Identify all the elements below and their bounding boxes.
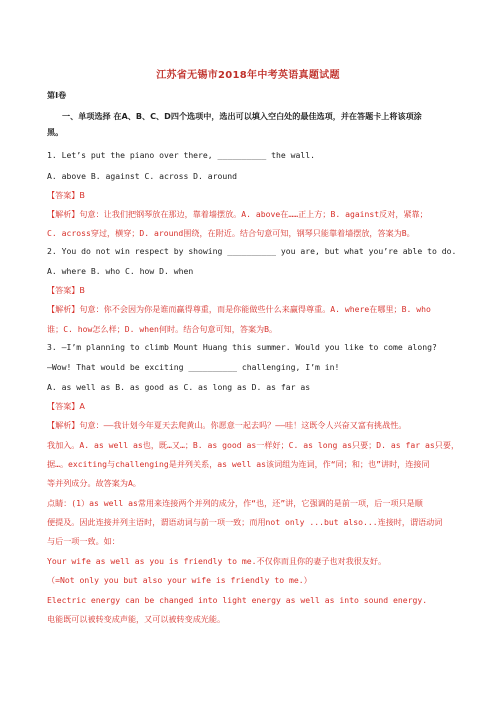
q3-explanation-1: 【解析】句意：——我计划今年夏天去爬黄山。你愿意一起去吗？——哇！这既令人兴奋又富有挑战性。 (47, 420, 407, 430)
q2-explanation-1: 【解析】句意：你不会因为你是谁而赢得尊重，而是你能做些什么来赢得尊重。A. where在哪里；B. who (47, 304, 431, 314)
page-title: 江苏省无锡市2018年中考英语真题试题 (156, 70, 340, 81)
section-label: 第Ⅰ卷 (47, 90, 67, 100)
q1-explanation-2: C. across穿过，横穿；D. around围绕，在附近。结合句意可知，钢琴只能靠着墙摆放，答案为B。 (47, 228, 415, 238)
q3-tip-1: 点睛：(1）as well as常用来连接两个并列的成分，作“也，还”讲，它强调的是前一项，后一项只是顺 (47, 498, 423, 508)
instruction-line-2: 黑。 (47, 127, 64, 137)
q3-example-4: 电能既可以被转变成声能，又可以被转变成光能。 (47, 614, 226, 624)
q2-stem: 2. You do not win respect by showing __________ you are, but what you’re able to do. (47, 246, 457, 256)
q3-example-3: Electric energy can be changed into light energy as well as into sound energy. (47, 595, 428, 605)
q1-stem: 1. Let’s put the piano over there, __________ the wall. (47, 150, 316, 160)
q3-example-2: （=Not only you but also your wife is friendly to me.） (47, 575, 312, 585)
q3-explanation-3: 据…。exciting与challenging是并列关系，as well as该词组为连词，作“同；和；也”讲时，连接同 (47, 459, 430, 469)
q3-stem-2: —Wow! That would be exciting __________ challenging, I’m in! (47, 362, 340, 372)
q3-options: A. as well as B. as good as C. as long as D. as far as (47, 382, 311, 392)
q2-explanation-2: 谁；C. how怎么样；D. when何时。结合句意可知，答案为B。 (47, 324, 278, 334)
q3-answer: 【答案】A (47, 401, 85, 411)
q3-stem-1: 3. —I’m planning to climb Mount Huang this summer. Would you like to come along? (47, 342, 437, 352)
q2-options: A. where B. who C. how D. when (47, 266, 194, 276)
q3-explanation-4: 等并列成分。故答案为A。 (47, 478, 141, 488)
q3-explanation-2: 我加入。A. as well as也，既…又…；B. as good as一样好；C. as long as只要；D. as far as只要， (47, 440, 460, 450)
q3-tip-2: 便提及。因此连接并列主语时，谓语动词与前一项一致；而用not only ...but also...连接时，谓语动词 (47, 517, 443, 527)
instruction-line-1: 一、单项选择 在A、B、C、D四个选项中，选出可以填入空白处的最佳选项，并在答题卡上将该项涂 (62, 111, 422, 121)
q1-options: A. above B. against C. across D. around (47, 171, 238, 181)
q3-example-1: Your wife as well as you is friendly to me.不仅你而且你的妻子也对我很友好。 (47, 556, 387, 566)
q1-explanation-1: 【解析】句意：让我们把钢琴放在那边，靠着墙摆放。A. above在……正上方；B. against反对，紧靠； (47, 209, 428, 219)
q2-answer: 【答案】B (47, 285, 85, 295)
q3-tip-3: 与后一项一致。如： (47, 536, 120, 546)
q1-answer: 【答案】B (47, 190, 85, 200)
